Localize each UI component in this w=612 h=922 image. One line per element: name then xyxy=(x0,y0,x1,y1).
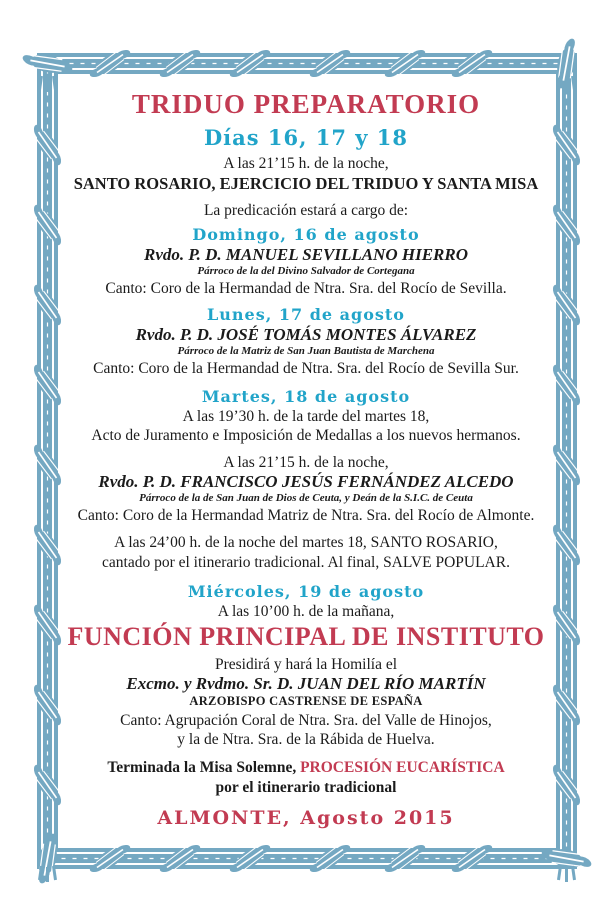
footer-place-date: ALMONTE, Agosto 2015 xyxy=(157,807,455,829)
closing-line-2: por el itinerario tradicional xyxy=(215,779,397,796)
funcion-canto-line-1: Canto: Agrupación Coral de Ntra. Sra. del Valle de Hinojos, xyxy=(120,712,492,729)
intro-time-line: A las 21’15 h. de la noche, xyxy=(223,155,389,172)
priest-name-domingo: Rvdo. P. D. MANUEL SEVILLANO HIERRO xyxy=(144,245,468,264)
dates-heading: Días 16, 17 y 18 xyxy=(203,125,409,150)
priest-name-lunes: Rvdo. P. D. JOSÉ TOMÁS MONTES ÁLVAREZ xyxy=(135,325,477,344)
day-heading-lunes: Lunes, 17 de agosto xyxy=(207,305,405,324)
day-heading-miercoles: Miércoles, 19 de agosto xyxy=(187,582,425,601)
priest-title-domingo: Párroco de la del Divino Salvador de Cortegana xyxy=(197,265,415,277)
martes-night-time: A las 21’15 h. de la noche, xyxy=(223,454,389,471)
priest-name-martes: Rvdo. P. D. FRANCISCO JESÚS FERNÁNDEZ ALCEDO xyxy=(98,472,514,491)
closing-line xyxy=(58,758,554,778)
preacher-intro-line: La predicación estará a cargo de: xyxy=(203,202,409,219)
closing-prefix: Terminada la Misa Solemne, xyxy=(107,759,297,776)
presider-title: ARZOBISPO CASTRENSE DE ESPAÑA xyxy=(189,694,423,708)
event-title: TRIDUO PREPARATORIO xyxy=(131,89,481,119)
miercoles-morning-time: A las 10’00 h. de la mañana, xyxy=(217,603,395,620)
priest-title-lunes: Párroco de la Matriz de San Juan Bautista de Marchena xyxy=(177,345,435,357)
priest-title-martes: Párroco de la de San Juan de Dios de Ceuta, y Deán de la S.I.C. de Ceuta xyxy=(139,492,473,504)
funcion-title: FUNCIÓN PRINCIPAL DE INSTITUTO xyxy=(67,622,545,651)
canto-line-domingo: Canto: Coro de la Hermandad de Ntra. Sra. del Rocío de Sevilla. xyxy=(105,280,507,297)
funcion-canto-line-2: y la de Ntra. Sra. de la Rábida de Huelva. xyxy=(177,731,435,748)
canto-line-lunes: Canto: Coro de la Hermandad de Ntra. Sra. del Rocío de Sevilla Sur. xyxy=(93,360,519,377)
day-heading-martes: Martes, 18 de agosto xyxy=(201,387,411,406)
program-content xyxy=(58,53,554,829)
intro-event-line: SANTO ROSARIO, EJERCICIO DEL TRIDUO Y SANTA MISA xyxy=(73,174,539,193)
presider-name: Excmo. y Rvdmo. Sr. D. JUAN DEL RÍO MARTÍN xyxy=(126,674,486,693)
martes-afternoon-time: A las 19’30 h. de la tarde del martes 18, xyxy=(182,408,430,425)
presider-intro-line: Presidirá y hará la Homilía el xyxy=(214,656,398,673)
rosario-line-1: A las 24’00 h. de la noche del martes 18, SANTO ROSARIO, xyxy=(114,534,498,551)
martes-afternoon-event: Acto de Juramento e Imposición de Medallas a los nuevos hermanos. xyxy=(91,427,521,444)
canto-line-martes: Canto: Coro de la Hermandad Matriz de Ntra. Sra. del Rocío de Almonte. xyxy=(77,507,535,524)
rosario-line-2: cantado por el itinerario tradicional. Al final, SALVE POPULAR. xyxy=(102,554,510,571)
day-heading-domingo: Domingo, 16 de agosto xyxy=(192,225,420,244)
closing-highlight: PROCESIÓN EUCARÍSTICA xyxy=(300,759,505,776)
